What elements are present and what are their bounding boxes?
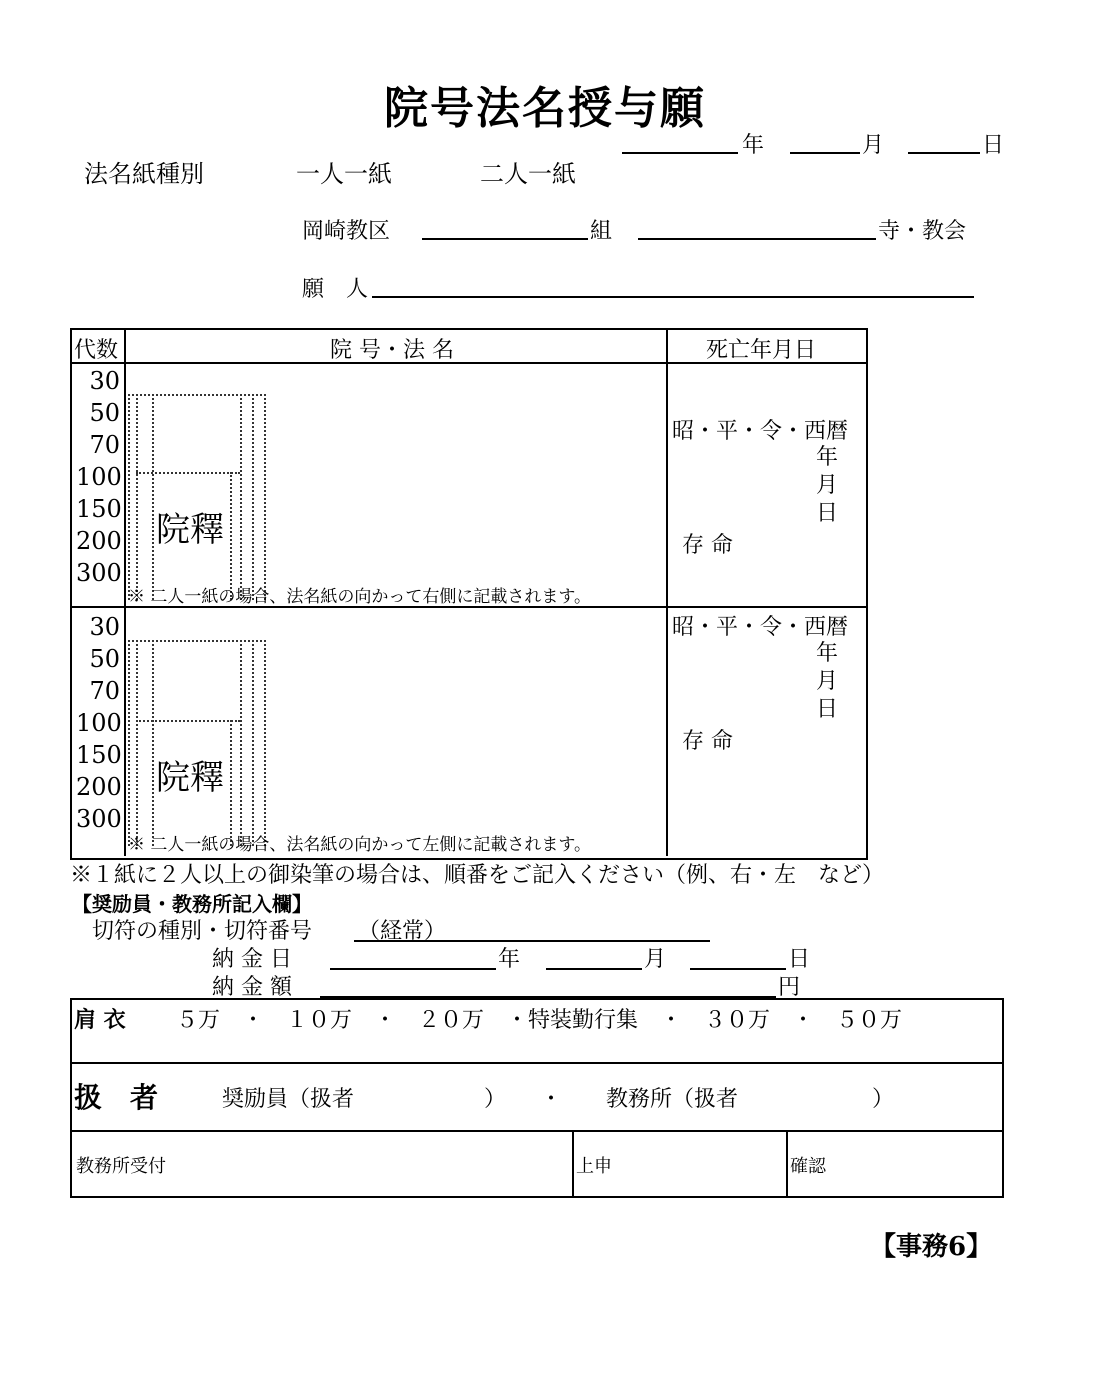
generation-150[interactable]: 150 — [76, 741, 122, 769]
generation-100[interactable]: 100 — [76, 463, 122, 491]
year-label: 年 — [742, 133, 765, 158]
temple-field[interactable] — [638, 238, 876, 240]
handler-label: 扱 者 — [74, 1081, 159, 1114]
applicant-field[interactable] — [372, 296, 974, 298]
generation-30[interactable]: 30 — [89, 367, 120, 395]
death-year-1: 年 — [816, 445, 839, 470]
yen-label: 円 — [778, 975, 801, 1000]
month-label: 月 — [862, 133, 885, 158]
pay-date-label: 納 金 日 — [212, 947, 292, 972]
order-note: ※１紙に２人以上の御染筆の場合は、順番をご記入ください（例、右・左 など） — [70, 863, 885, 888]
day-label: 日 — [982, 133, 1005, 158]
generation-300[interactable]: 300 — [76, 559, 122, 587]
year-field[interactable] — [622, 152, 738, 154]
death-date-2 — [816, 640, 838, 724]
age-label-1: 存 命 — [682, 533, 733, 558]
pay-month-field[interactable] — [546, 968, 642, 970]
month-field[interactable] — [790, 152, 860, 154]
generation-200[interactable]: 200 — [76, 527, 122, 555]
paper-type-two[interactable]: 二人一紙 — [480, 160, 576, 188]
applicant-label: 願 人 — [302, 277, 369, 302]
kaishaku-text-2: 院釋 — [156, 758, 224, 798]
amount-label: 納 金 額 — [212, 975, 292, 1000]
table-divider-v2 — [666, 330, 668, 856]
generation-150[interactable]: 150 — [76, 495, 122, 523]
paper-type-label: 法名紙種別 — [84, 160, 204, 188]
table-divider-v1 — [124, 330, 126, 856]
kumi-field[interactable] — [422, 238, 588, 240]
era-options-2[interactable]: 昭・平・令・西暦 — [672, 615, 849, 640]
pay-day-label: 日 — [788, 947, 811, 972]
generation-50[interactable]: 50 — [89, 645, 120, 673]
generation-50[interactable]: 50 — [89, 399, 120, 427]
ticket-label: 切符の種別・切符番号 — [92, 919, 313, 944]
kaishaku-text-1: 院釋 — [156, 510, 224, 550]
office-table-line-1 — [72, 1062, 1002, 1064]
pay-year-label: 年 — [498, 947, 521, 972]
office-section-heading: 【奨励員・教務所記入欄】 — [72, 892, 312, 916]
handler-dot: ・ — [540, 1087, 563, 1112]
confirm-cell[interactable]: 確認 — [790, 1156, 826, 1177]
office-table-line-2 — [72, 1130, 1002, 1132]
office-table-v1 — [572, 1132, 574, 1196]
generation-100[interactable]: 100 — [76, 709, 122, 737]
era-options-1[interactable]: 昭・平・令・西暦 — [672, 419, 849, 444]
day-field[interactable] — [908, 152, 980, 154]
death-month-2: 月 — [816, 669, 839, 694]
generation-30[interactable]: 30 — [89, 613, 120, 641]
death-month-1: 月 — [816, 473, 839, 498]
district-name: 岡崎教区 — [302, 219, 391, 244]
kata-e-options[interactable]: ５万 ・ １０万 ・ ２０万 ・特装勤行集 ・ ３０万 ・ ５０万 — [176, 1008, 903, 1033]
generation-70[interactable]: 70 — [89, 431, 120, 459]
handler-kyomusho: 教務所（扱者 — [606, 1087, 739, 1112]
col-name: 院 号・法 名 — [330, 338, 454, 363]
ticket-value: （経常） — [358, 919, 447, 944]
death-year-2: 年 — [816, 641, 839, 666]
handler-close-2: ） — [872, 1087, 895, 1112]
generation-200[interactable]: 200 — [76, 773, 122, 801]
death-day-1: 日 — [816, 501, 839, 526]
generation-70[interactable]: 70 — [89, 677, 120, 705]
temple-label: 寺・教会 — [878, 219, 967, 244]
handler-close-1: ） — [484, 1087, 507, 1112]
age-label-2: 存 命 — [682, 729, 733, 754]
kata-e-label: 肩 衣 — [74, 1007, 126, 1033]
reception-cell[interactable]: 教務所受付 — [76, 1156, 166, 1177]
pay-month-label: 月 — [644, 947, 667, 972]
pay-year-field[interactable] — [330, 968, 496, 970]
form-code: 【事務6】 — [870, 1232, 993, 1262]
page-title: 院号法名授与願 — [384, 83, 706, 134]
paper-type-one[interactable]: 一人一紙 — [296, 160, 392, 188]
death-day-2: 日 — [816, 697, 839, 722]
note-left-side: ※ 二人一紙の場合、法名紙の向かって左側に記載されます。 — [128, 835, 592, 855]
death-date-1 — [816, 444, 838, 528]
generation-list-2 — [76, 611, 120, 835]
col-death: 死亡年月日 — [706, 338, 817, 363]
col-generation: 代数 — [74, 338, 119, 363]
handler-shoreiin: 奨励員（扱者 — [222, 1087, 355, 1112]
note-right-side: ※ 二人一紙の場合、法名紙の向かって右側に記載されます。 — [128, 587, 592, 607]
generation-300[interactable]: 300 — [76, 805, 122, 833]
kumi-label: 組 — [590, 219, 613, 244]
report-cell[interactable]: 上申 — [576, 1156, 612, 1177]
office-table-v2 — [786, 1132, 788, 1196]
pay-day-field[interactable] — [690, 968, 786, 970]
generation-list-1 — [76, 365, 120, 589]
